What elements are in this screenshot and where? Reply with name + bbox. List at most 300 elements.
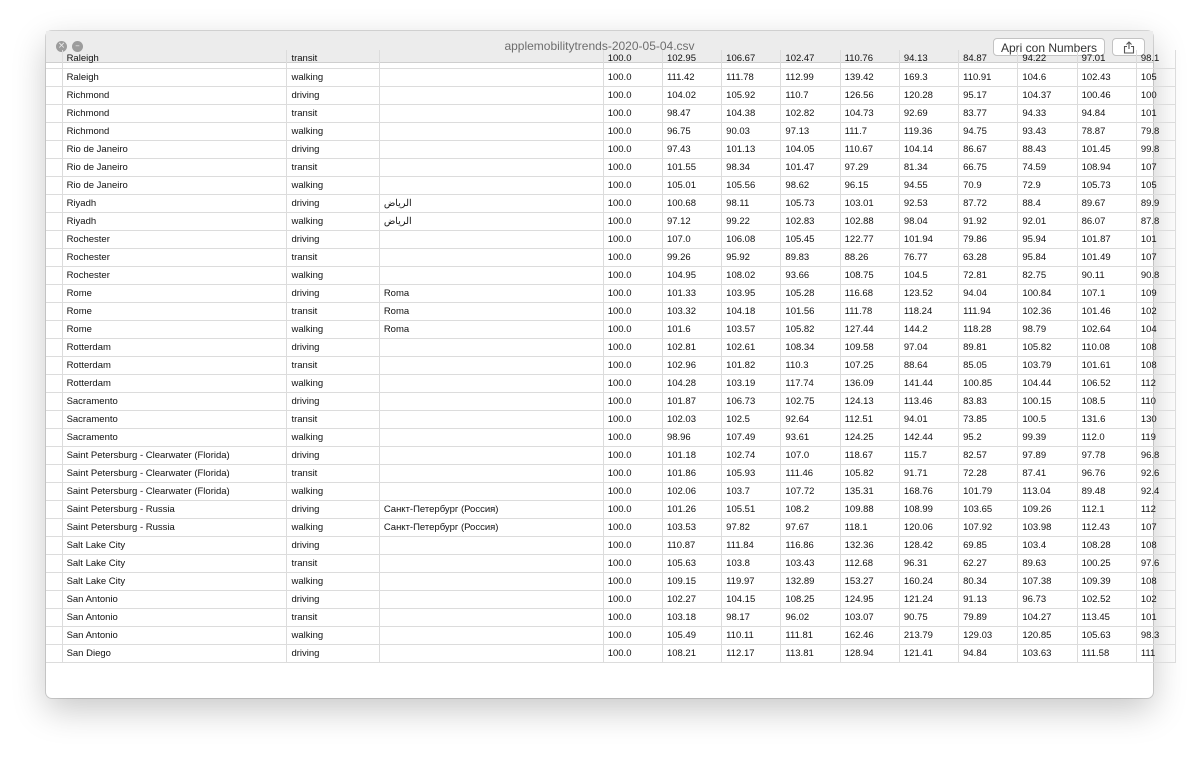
value-cell[interactable]: 100.0: [603, 338, 662, 356]
value-cell[interactable]: 105.82: [1018, 338, 1077, 356]
value-cell[interactable]: 102.36: [1018, 302, 1077, 320]
value-cell[interactable]: 100.0: [603, 140, 662, 158]
table-row[interactable]: [46, 644, 1176, 662]
value-cell[interactable]: 95.84: [1018, 248, 1077, 266]
alternative-name-cell[interactable]: [379, 230, 603, 248]
transportation-type-cell[interactable]: driving: [287, 500, 379, 518]
value-cell[interactable]: 79.8: [1136, 122, 1175, 140]
value-cell[interactable]: 91.71: [899, 464, 958, 482]
value-cell[interactable]: 132.36: [840, 536, 899, 554]
value-cell[interactable]: 98.34: [722, 158, 781, 176]
value-cell[interactable]: 73.85: [959, 410, 1018, 428]
table-row[interactable]: [46, 536, 1176, 554]
value-cell[interactable]: 102.61: [722, 338, 781, 356]
value-cell[interactable]: 101.6: [662, 320, 721, 338]
value-cell[interactable]: 102.52: [1077, 590, 1136, 608]
value-cell[interactable]: 72.9: [1018, 176, 1077, 194]
value-cell[interactable]: 105.82: [840, 464, 899, 482]
value-cell[interactable]: 88.43: [1018, 140, 1077, 158]
value-cell[interactable]: 100.5: [1018, 410, 1077, 428]
value-cell[interactable]: 101.94: [899, 230, 958, 248]
value-cell[interactable]: 95.94: [1018, 230, 1077, 248]
value-cell[interactable]: 124.13: [840, 392, 899, 410]
value-cell[interactable]: 112.68: [840, 554, 899, 572]
alternative-name-cell[interactable]: [379, 248, 603, 266]
value-cell[interactable]: 107.92: [959, 518, 1018, 536]
table-row[interactable]: [46, 608, 1176, 626]
value-cell[interactable]: 108: [1136, 536, 1175, 554]
value-cell[interactable]: 86.67: [959, 140, 1018, 158]
alternative-name-cell[interactable]: [379, 104, 603, 122]
alternative-name-cell[interactable]: [379, 176, 603, 194]
value-cell[interactable]: 112: [1136, 374, 1175, 392]
value-cell[interactable]: 100.0: [603, 122, 662, 140]
value-cell[interactable]: 100.0: [603, 86, 662, 104]
value-cell[interactable]: 101.33: [662, 284, 721, 302]
value-cell[interactable]: 81.34: [899, 158, 958, 176]
alternative-name-cell[interactable]: [379, 572, 603, 590]
table-row[interactable]: [46, 554, 1176, 572]
alternative-name-cell[interactable]: [379, 158, 603, 176]
value-cell[interactable]: 101.87: [1077, 230, 1136, 248]
value-cell[interactable]: 102.95: [662, 50, 721, 68]
value-cell[interactable]: 108.28: [1077, 536, 1136, 554]
value-cell[interactable]: 107.25: [840, 356, 899, 374]
value-cell[interactable]: 120.28: [899, 86, 958, 104]
value-cell[interactable]: 96.73: [1018, 590, 1077, 608]
value-cell[interactable]: 111.7: [840, 122, 899, 140]
transportation-type-cell[interactable]: transit: [287, 302, 379, 320]
value-cell[interactable]: 98.1: [1136, 50, 1175, 68]
transportation-type-cell[interactable]: walking: [287, 68, 379, 86]
table-row[interactable]: [46, 284, 1176, 302]
value-cell[interactable]: 102.06: [662, 482, 721, 500]
value-cell[interactable]: 100.0: [603, 410, 662, 428]
region-cell[interactable]: Raleigh: [62, 50, 287, 68]
value-cell[interactable]: 79.89: [959, 608, 1018, 626]
value-cell[interactable]: 105.82: [781, 320, 840, 338]
value-cell[interactable]: 101: [1136, 230, 1175, 248]
value-cell[interactable]: 100.84: [1018, 284, 1077, 302]
value-cell[interactable]: 100.0: [603, 500, 662, 518]
value-cell[interactable]: 97.13: [781, 122, 840, 140]
value-cell[interactable]: 101.49: [1077, 248, 1136, 266]
value-cell[interactable]: 103.95: [722, 284, 781, 302]
value-cell[interactable]: 83.77: [959, 104, 1018, 122]
value-cell[interactable]: 124.25: [840, 428, 899, 446]
table-row[interactable]: [46, 392, 1176, 410]
value-cell[interactable]: 102.75: [781, 392, 840, 410]
value-cell[interactable]: 98.17: [722, 608, 781, 626]
value-cell[interactable]: 63.28: [959, 248, 1018, 266]
value-cell[interactable]: 113.46: [899, 392, 958, 410]
value-cell[interactable]: 101.61: [1077, 356, 1136, 374]
transportation-type-cell[interactable]: walking: [287, 176, 379, 194]
value-cell[interactable]: 98.62: [781, 176, 840, 194]
alternative-name-cell[interactable]: [379, 626, 603, 644]
table-row[interactable]: [46, 446, 1176, 464]
alternative-name-cell[interactable]: [379, 590, 603, 608]
value-cell[interactable]: 103.79: [1018, 356, 1077, 374]
value-cell[interactable]: 107.38: [1018, 572, 1077, 590]
transportation-type-cell[interactable]: transit: [287, 554, 379, 572]
value-cell[interactable]: 109.15: [662, 572, 721, 590]
value-cell[interactable]: 100.0: [603, 176, 662, 194]
value-cell[interactable]: 97.43: [662, 140, 721, 158]
table-row[interactable]: [46, 500, 1176, 518]
value-cell[interactable]: 110.76: [840, 50, 899, 68]
value-cell[interactable]: 62.27: [959, 554, 1018, 572]
value-cell[interactable]: 103.07: [840, 608, 899, 626]
value-cell[interactable]: 111.94: [959, 302, 1018, 320]
table-row[interactable]: [46, 572, 1176, 590]
value-cell[interactable]: 102: [1136, 590, 1175, 608]
value-cell[interactable]: 109.88: [840, 500, 899, 518]
value-cell[interactable]: 70.9: [959, 176, 1018, 194]
region-cell[interactable]: Sacramento: [62, 392, 287, 410]
value-cell[interactable]: 107: [1136, 518, 1175, 536]
value-cell[interactable]: 102.96: [662, 356, 721, 374]
region-cell[interactable]: Richmond: [62, 86, 287, 104]
region-cell[interactable]: Rome: [62, 302, 287, 320]
value-cell[interactable]: 105.51: [722, 500, 781, 518]
region-cell[interactable]: Rome: [62, 284, 287, 302]
transportation-type-cell[interactable]: walking: [287, 266, 379, 284]
alternative-name-cell[interactable]: [379, 410, 603, 428]
value-cell[interactable]: 100.0: [603, 194, 662, 212]
table-row[interactable]: [46, 176, 1176, 194]
value-cell[interactable]: 86.07: [1077, 212, 1136, 230]
value-cell[interactable]: 88.64: [899, 356, 958, 374]
value-cell[interactable]: 104.44: [1018, 374, 1077, 392]
transportation-type-cell[interactable]: driving: [287, 446, 379, 464]
table-row[interactable]: [46, 194, 1176, 212]
value-cell[interactable]: 94.22: [1018, 50, 1077, 68]
value-cell[interactable]: 90.11: [1077, 266, 1136, 284]
value-cell[interactable]: 120.85: [1018, 626, 1077, 644]
value-cell[interactable]: 97.04: [899, 338, 958, 356]
value-cell[interactable]: 100.68: [662, 194, 721, 212]
value-cell[interactable]: 118.28: [959, 320, 1018, 338]
value-cell[interactable]: 98.96: [662, 428, 721, 446]
region-cell[interactable]: San Antonio: [62, 608, 287, 626]
value-cell[interactable]: 122.77: [840, 230, 899, 248]
minimize-icon[interactable]: –: [72, 41, 83, 52]
value-cell[interactable]: 89.81: [959, 338, 1018, 356]
value-cell[interactable]: 97.6: [1136, 554, 1175, 572]
value-cell[interactable]: 110.7: [781, 86, 840, 104]
value-cell[interactable]: 100.0: [603, 608, 662, 626]
value-cell[interactable]: 105.93: [722, 464, 781, 482]
value-cell[interactable]: 104.15: [722, 590, 781, 608]
value-cell[interactable]: 102.82: [781, 104, 840, 122]
value-cell[interactable]: 104.14: [899, 140, 958, 158]
value-cell[interactable]: 108.02: [722, 266, 781, 284]
value-cell[interactable]: 112: [1136, 500, 1175, 518]
value-cell[interactable]: 104.18: [722, 302, 781, 320]
table-row[interactable]: [46, 212, 1176, 230]
value-cell[interactable]: 130: [1136, 410, 1175, 428]
value-cell[interactable]: 103.01: [840, 194, 899, 212]
value-cell[interactable]: 102.83: [781, 212, 840, 230]
region-cell[interactable]: Rotterdam: [62, 338, 287, 356]
value-cell[interactable]: 107.1: [1077, 284, 1136, 302]
region-cell[interactable]: Sacramento: [62, 410, 287, 428]
value-cell[interactable]: 94.04: [959, 284, 1018, 302]
transportation-type-cell[interactable]: driving: [287, 194, 379, 212]
value-cell[interactable]: 90.75: [899, 608, 958, 626]
value-cell[interactable]: 100.0: [603, 392, 662, 410]
value-cell[interactable]: 101.46: [1077, 302, 1136, 320]
transportation-type-cell[interactable]: driving: [287, 86, 379, 104]
alternative-name-cell[interactable]: [379, 428, 603, 446]
value-cell[interactable]: 103.65: [959, 500, 1018, 518]
table-row[interactable]: [46, 356, 1176, 374]
region-cell[interactable]: Saint Petersburg - Russia: [62, 500, 287, 518]
value-cell[interactable]: 99.39: [1018, 428, 1077, 446]
value-cell[interactable]: 110.3: [781, 356, 840, 374]
value-cell[interactable]: 103.57: [722, 320, 781, 338]
table-row[interactable]: [46, 140, 1176, 158]
table-row[interactable]: [46, 302, 1176, 320]
value-cell[interactable]: 128.94: [840, 644, 899, 662]
alternative-name-cell[interactable]: [379, 608, 603, 626]
value-cell[interactable]: 92.69: [899, 104, 958, 122]
value-cell[interactable]: 109.26: [1018, 500, 1077, 518]
value-cell[interactable]: 107.72: [781, 482, 840, 500]
value-cell[interactable]: 105.92: [722, 86, 781, 104]
region-cell[interactable]: San Antonio: [62, 626, 287, 644]
value-cell[interactable]: 89.83: [781, 248, 840, 266]
transportation-type-cell[interactable]: walking: [287, 122, 379, 140]
value-cell[interactable]: 129.03: [959, 626, 1018, 644]
table-row[interactable]: [46, 374, 1176, 392]
value-cell[interactable]: 92.01: [1018, 212, 1077, 230]
value-cell[interactable]: 100.0: [603, 590, 662, 608]
value-cell[interactable]: 105.28: [781, 284, 840, 302]
value-cell[interactable]: 100.0: [603, 50, 662, 68]
value-cell[interactable]: 119.36: [899, 122, 958, 140]
value-cell[interactable]: 104.05: [781, 140, 840, 158]
value-cell[interactable]: 153.27: [840, 572, 899, 590]
value-cell[interactable]: 101.82: [722, 356, 781, 374]
value-cell[interactable]: 97.01: [1077, 50, 1136, 68]
value-cell[interactable]: 112.0: [1077, 428, 1136, 446]
value-cell[interactable]: 142.44: [899, 428, 958, 446]
value-cell[interactable]: 120.06: [899, 518, 958, 536]
value-cell[interactable]: 79.86: [959, 230, 1018, 248]
value-cell[interactable]: 124.95: [840, 590, 899, 608]
alternative-name-cell[interactable]: Санкт-Петербург (Россия): [379, 518, 603, 536]
value-cell[interactable]: 107: [1136, 248, 1175, 266]
value-cell[interactable]: 109.39: [1077, 572, 1136, 590]
value-cell[interactable]: 105: [1136, 176, 1175, 194]
value-cell[interactable]: 108: [1136, 338, 1175, 356]
value-cell[interactable]: 100.0: [603, 428, 662, 446]
transportation-type-cell[interactable]: transit: [287, 248, 379, 266]
value-cell[interactable]: 108.75: [840, 266, 899, 284]
region-cell[interactable]: Rochester: [62, 266, 287, 284]
transportation-type-cell[interactable]: transit: [287, 356, 379, 374]
value-cell[interactable]: 103.98: [1018, 518, 1077, 536]
value-cell[interactable]: 110.87: [662, 536, 721, 554]
value-cell[interactable]: 108.25: [781, 590, 840, 608]
value-cell[interactable]: 106.52: [1077, 374, 1136, 392]
value-cell[interactable]: 108: [1136, 572, 1175, 590]
transportation-type-cell[interactable]: walking: [287, 518, 379, 536]
value-cell[interactable]: 72.81: [959, 266, 1018, 284]
value-cell[interactable]: 131.6: [1077, 410, 1136, 428]
value-cell[interactable]: 96.31: [899, 554, 958, 572]
value-cell[interactable]: 107.0: [662, 230, 721, 248]
value-cell[interactable]: 102: [1136, 302, 1175, 320]
transportation-type-cell[interactable]: walking: [287, 482, 379, 500]
value-cell[interactable]: 213.79: [899, 626, 958, 644]
value-cell[interactable]: 102.81: [662, 338, 721, 356]
value-cell[interactable]: 113.04: [1018, 482, 1077, 500]
value-cell[interactable]: 93.43: [1018, 122, 1077, 140]
value-cell[interactable]: 116.86: [781, 536, 840, 554]
value-cell[interactable]: 105.63: [1077, 626, 1136, 644]
transportation-type-cell[interactable]: transit: [287, 104, 379, 122]
value-cell[interactable]: 100.46: [1077, 86, 1136, 104]
region-cell[interactable]: Salt Lake City: [62, 554, 287, 572]
value-cell[interactable]: 82.75: [1018, 266, 1077, 284]
value-cell[interactable]: 112.1: [1077, 500, 1136, 518]
value-cell[interactable]: 104.38: [722, 104, 781, 122]
table-row[interactable]: [46, 122, 1176, 140]
value-cell[interactable]: 107.49: [722, 428, 781, 446]
value-cell[interactable]: 99.22: [722, 212, 781, 230]
value-cell[interactable]: 85.05: [959, 356, 1018, 374]
alternative-name-cell[interactable]: [379, 86, 603, 104]
value-cell[interactable]: 104.37: [1018, 86, 1077, 104]
value-cell[interactable]: 169.3: [899, 68, 958, 86]
value-cell[interactable]: 113.45: [1077, 608, 1136, 626]
value-cell[interactable]: 110.08: [1077, 338, 1136, 356]
alternative-name-cell[interactable]: [379, 122, 603, 140]
value-cell[interactable]: 113.81: [781, 644, 840, 662]
alternative-name-cell[interactable]: [379, 356, 603, 374]
value-cell[interactable]: 100.0: [603, 626, 662, 644]
value-cell[interactable]: 92.4: [1136, 482, 1175, 500]
value-cell[interactable]: 100.0: [603, 482, 662, 500]
value-cell[interactable]: 98.11: [722, 194, 781, 212]
value-cell[interactable]: 78.87: [1077, 122, 1136, 140]
value-cell[interactable]: 94.55: [899, 176, 958, 194]
value-cell[interactable]: 104.5: [899, 266, 958, 284]
value-cell[interactable]: 139.42: [840, 68, 899, 86]
value-cell[interactable]: 89.63: [1018, 554, 1077, 572]
region-cell[interactable]: Richmond: [62, 104, 287, 122]
value-cell[interactable]: 95.2: [959, 428, 1018, 446]
value-cell[interactable]: 108.21: [662, 644, 721, 662]
value-cell[interactable]: 100.0: [603, 68, 662, 86]
alternative-name-cell[interactable]: Roma: [379, 284, 603, 302]
value-cell[interactable]: 99.8: [1136, 140, 1175, 158]
value-cell[interactable]: 97.78: [1077, 446, 1136, 464]
value-cell[interactable]: 101: [1136, 608, 1175, 626]
alternative-name-cell[interactable]: [379, 536, 603, 554]
value-cell[interactable]: 101.56: [781, 302, 840, 320]
value-cell[interactable]: 92.64: [781, 410, 840, 428]
value-cell[interactable]: 103.19: [722, 374, 781, 392]
region-cell[interactable]: Rotterdam: [62, 356, 287, 374]
value-cell[interactable]: 76.77: [899, 248, 958, 266]
region-cell[interactable]: Riyadh: [62, 194, 287, 212]
value-cell[interactable]: 117.74: [781, 374, 840, 392]
value-cell[interactable]: 96.15: [840, 176, 899, 194]
value-cell[interactable]: 141.44: [899, 374, 958, 392]
value-cell[interactable]: 123.52: [899, 284, 958, 302]
value-cell[interactable]: 121.41: [899, 644, 958, 662]
value-cell[interactable]: 100.0: [603, 212, 662, 230]
value-cell[interactable]: 94.33: [1018, 104, 1077, 122]
value-cell[interactable]: 104.02: [662, 86, 721, 104]
value-cell[interactable]: 102.74: [722, 446, 781, 464]
region-cell[interactable]: Riyadh: [62, 212, 287, 230]
transportation-type-cell[interactable]: walking: [287, 212, 379, 230]
value-cell[interactable]: 162.46: [840, 626, 899, 644]
transportation-type-cell[interactable]: driving: [287, 644, 379, 662]
value-cell[interactable]: 107: [1136, 158, 1175, 176]
value-cell[interactable]: 105.73: [1077, 176, 1136, 194]
value-cell[interactable]: 103.18: [662, 608, 721, 626]
region-cell[interactable]: Sacramento: [62, 428, 287, 446]
value-cell[interactable]: 97.12: [662, 212, 721, 230]
value-cell[interactable]: 104.28: [662, 374, 721, 392]
open-with-numbers-button[interactable]: Apri con Numbers: [993, 38, 1105, 56]
value-cell[interactable]: 98.79: [1018, 320, 1077, 338]
csv-table-viewport[interactable]: [46, 53, 1160, 698]
value-cell[interactable]: 111.46: [781, 464, 840, 482]
value-cell[interactable]: 103.53: [662, 518, 721, 536]
region-cell[interactable]: Rome: [62, 320, 287, 338]
value-cell[interactable]: 101.26: [662, 500, 721, 518]
region-cell[interactable]: Rio de Janeiro: [62, 158, 287, 176]
alternative-name-cell[interactable]: [379, 464, 603, 482]
value-cell[interactable]: 72.28: [959, 464, 1018, 482]
table-row[interactable]: [46, 482, 1176, 500]
value-cell[interactable]: 110.67: [840, 140, 899, 158]
alternative-name-cell[interactable]: [379, 392, 603, 410]
value-cell[interactable]: 94.84: [1077, 104, 1136, 122]
value-cell[interactable]: 111.58: [1077, 644, 1136, 662]
value-cell[interactable]: 108.99: [899, 500, 958, 518]
value-cell[interactable]: 100.0: [603, 284, 662, 302]
value-cell[interactable]: 118.67: [840, 446, 899, 464]
value-cell[interactable]: 83.83: [959, 392, 1018, 410]
value-cell[interactable]: 119: [1136, 428, 1175, 446]
region-cell[interactable]: Rio de Janeiro: [62, 140, 287, 158]
value-cell[interactable]: 112.43: [1077, 518, 1136, 536]
value-cell[interactable]: 103.4: [1018, 536, 1077, 554]
value-cell[interactable]: 99.26: [662, 248, 721, 266]
value-cell[interactable]: 89.48: [1077, 482, 1136, 500]
transportation-type-cell[interactable]: transit: [287, 158, 379, 176]
value-cell[interactable]: 66.75: [959, 158, 1018, 176]
value-cell[interactable]: 87.8: [1136, 212, 1175, 230]
alternative-name-cell[interactable]: Roma: [379, 320, 603, 338]
value-cell[interactable]: 100.0: [603, 374, 662, 392]
alternative-name-cell[interactable]: [379, 140, 603, 158]
value-cell[interactable]: 132.89: [781, 572, 840, 590]
value-cell[interactable]: 103.8: [722, 554, 781, 572]
table-row[interactable]: [46, 338, 1176, 356]
value-cell[interactable]: 100.0: [603, 248, 662, 266]
table-row[interactable]: [46, 86, 1176, 104]
value-cell[interactable]: 92.53: [899, 194, 958, 212]
